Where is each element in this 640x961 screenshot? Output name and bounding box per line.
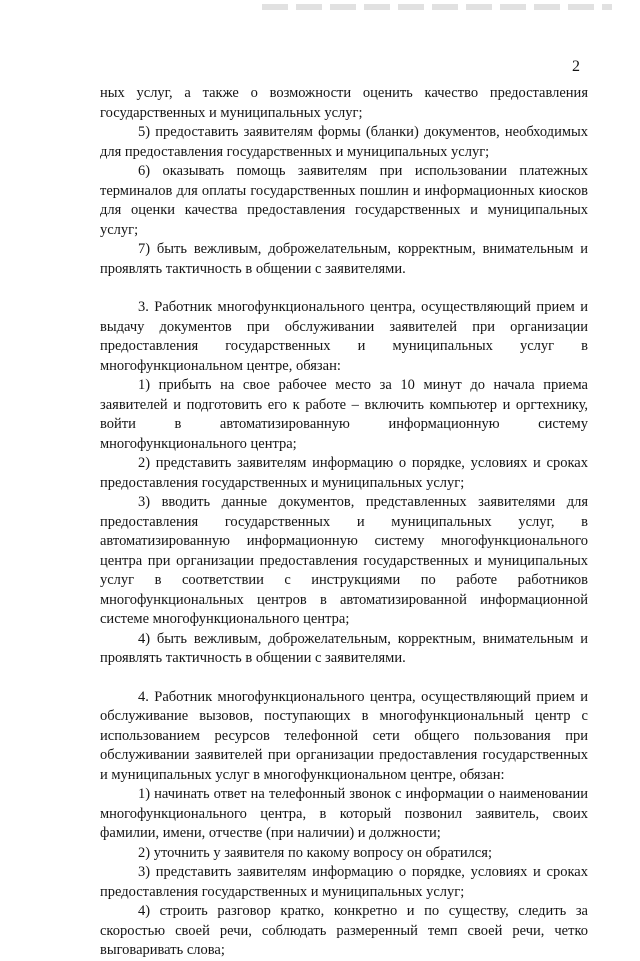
section-gap — [100, 669, 588, 688]
paragraph: 4) строить разговор кратко, конкретно и по существу, следить за скоростью своей речи, соблюдать размеренный темп своей речи, четко выговаривать слова; — [100, 903, 588, 958]
paragraph: 7) быть вежливым, доброжелательным, корректным, внимательным и проявлять тактичность в общении с заявителями. — [100, 241, 588, 277]
paragraph: 6) оказывать помощь заявителям при использовании платежных терминалов для оплаты государственных пошлин и информационных киосков для оценки качества предоставления государственных и муниципальных услуг; — [100, 163, 588, 238]
paragraph: 2) уточнить у заявителя по какому вопросу он обратился; — [138, 844, 492, 861]
paragraph: 4) быть вежливым, доброжелательным, корректным, внимательным и проявлять тактичность в общении с заявителями. — [100, 630, 588, 666]
paragraph: 3) вводить данные документов, представленных заявителями для предоставления государственных и муниципальных услуг, в автоматизированную информационную систему многофункционального центра при организации предоставления государственных и муниципальных услуг в соответствии с инструкциями по работе работников многофункциональных центров в автоматизированной информационной системе многофункционального центра; — [100, 494, 588, 627]
paragraph: 3. Работник многофункционального центра, осуществляющий прием и выдачу документов при обслуживании заявителей при организации предоставления государственных и муниципальных услуг в многофункциональном центре, обязан: — [100, 299, 588, 374]
paragraph: 2) представить заявителям информацию о порядке, условиях и сроках предоставления государственных и муниципальных услуг; — [100, 455, 588, 491]
paragraph: 1) прибыть на свое рабочее место за 10 минут до начала приема заявителей и подготовить его к работе – включить компьютер и оргтехнику, войти в автоматизированную информационную систему многофункционального центра; — [100, 377, 588, 452]
paragraph: 5) предоставить заявителям формы (бланки) документов, необходимых для предоставления государственных и муниципальных услуг; — [100, 124, 588, 160]
page-number: 2 — [572, 58, 580, 75]
paragraph: 3) представить заявителям информацию о порядке, условиях и сроках предоставления государственных и муниципальных услуг; — [100, 864, 588, 900]
paragraph: 4. Работник многофункционального центра, осуществляющий прием и обслуживание вызовов, поступающих в многофункциональный центр с использованием ресурсов телефонной сети общего пользования при обслуживании заявителей при организации предоставления государственных и муниципальных услуг в многофункциональном центре, обязан: — [100, 688, 588, 783]
document-body — [100, 84, 588, 961]
paragraph: 1) начинать ответ на телефонный звонок с информации о наименовании многофункционального центра, в который позвонил заявитель, своих фамилии, имени, отчестве (при наличии) и должности; — [100, 786, 588, 841]
scan-artifact — [262, 4, 612, 10]
paragraph: ных услуг, а также о возможности оценить качество предоставления государственных и муниципальных услуг; — [100, 85, 588, 121]
section-gap — [100, 279, 588, 298]
